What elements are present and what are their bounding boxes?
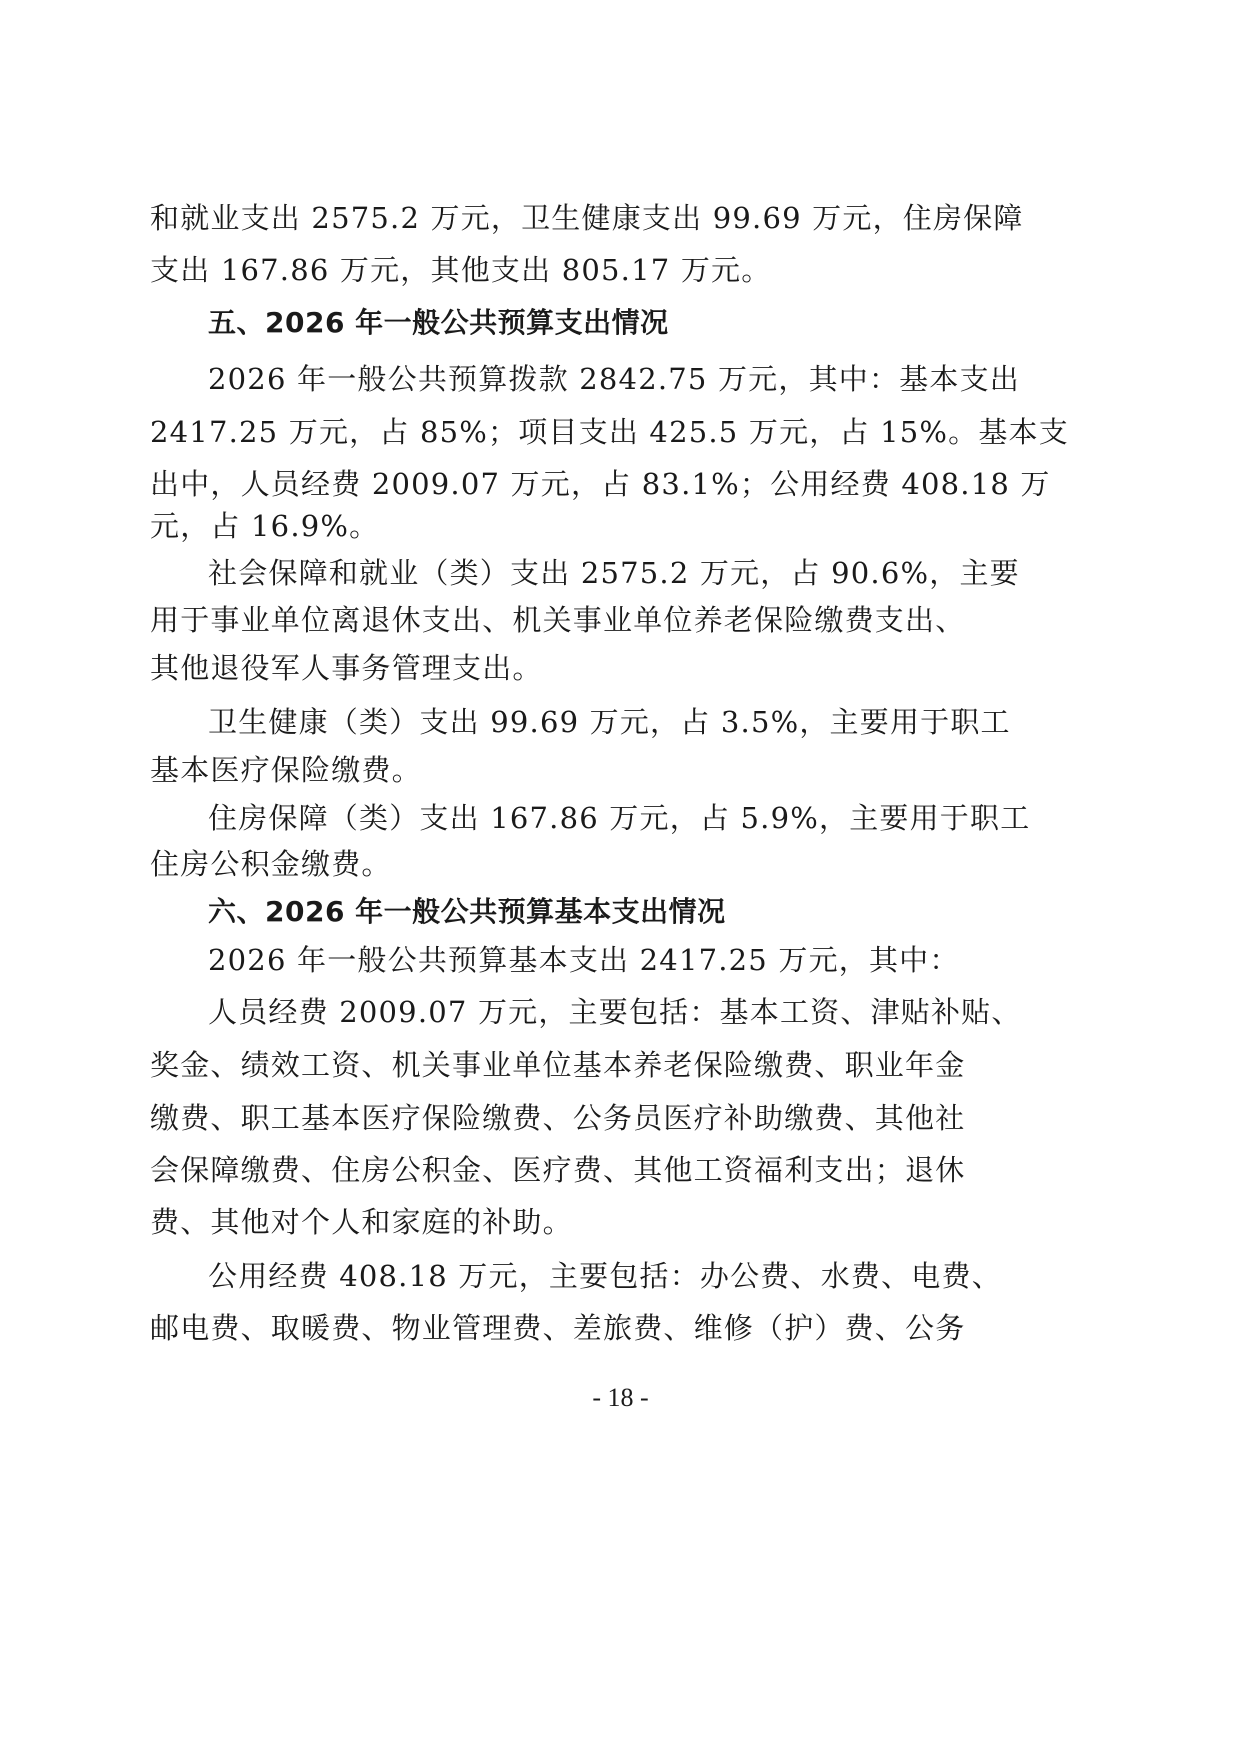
body-text-line: 2417.25 万元，占 85%；项目支出 425.5 万元，占 15%。基本支 bbox=[150, 415, 1069, 449]
body-text-line: 和就业支出 2575.2 万元，卫生健康支出 99.69 万元，住房保障 bbox=[150, 201, 1024, 235]
body-text-line: 用于事业单位离退休支出、机关事业单位养老保险缴费支出、 bbox=[150, 603, 966, 637]
section-heading-6: 六、2026 年一般公共预算基本支出情况 bbox=[208, 895, 726, 928]
body-text-line: 住房保障（类）支出 167.86 万元，占 5.9%，主要用于职工 bbox=[208, 801, 1031, 835]
body-text-line: 会保障缴费、住房公积金、医疗费、其他工资福利支出；退休 bbox=[150, 1153, 966, 1187]
page-number: - 18 - bbox=[592, 1383, 649, 1412]
body-text-line: 2026 年一般公共预算基本支出 2417.25 万元，其中： bbox=[208, 943, 960, 977]
body-text-line: 卫生健康（类）支出 99.69 万元，占 3.5%，主要用于职工 bbox=[208, 705, 1011, 739]
body-text-line: 费、其他对个人和家庭的补助。 bbox=[150, 1205, 573, 1239]
body-text-line: 公用经费 408.18 万元，主要包括：办公费、水费、电费、 bbox=[208, 1259, 1002, 1293]
body-text-line: 人员经费 2009.07 万元，主要包括：基本工资、津贴补贴、 bbox=[208, 995, 1022, 1029]
body-text-line: 出中，人员经费 2009.07 万元，占 83.1%；公用经费 408.18 万 bbox=[150, 467, 1051, 501]
section-heading-5: 五、2026 年一般公共预算支出情况 bbox=[208, 306, 669, 339]
body-text-line: 元，占 16.9%。 bbox=[150, 509, 380, 543]
body-text-line: 邮电费、取暖费、物业管理费、差旅费、维修（护）费、公务 bbox=[150, 1311, 966, 1345]
body-text-line: 支出 167.86 万元，其他支出 805.17 万元。 bbox=[150, 253, 772, 287]
body-text-line: 其他退役军人事务管理支出。 bbox=[150, 651, 543, 685]
body-text-line: 社会保障和就业（类）支出 2575.2 万元，占 90.6%，主要 bbox=[208, 556, 1020, 590]
body-text-line: 2026 年一般公共预算拨款 2842.75 万元，其中：基本支出 bbox=[208, 362, 1020, 396]
body-text-line: 奖金、绩效工资、机关事业单位基本养老保险缴费、职业年金 bbox=[150, 1048, 966, 1082]
body-text-line: 住房公积金缴费。 bbox=[150, 847, 392, 881]
body-text-line: 基本医疗保险缴费。 bbox=[150, 753, 422, 787]
body-text-line: 缴费、职工基本医疗保险缴费、公务员医疗补助缴费、其他社 bbox=[150, 1101, 966, 1135]
